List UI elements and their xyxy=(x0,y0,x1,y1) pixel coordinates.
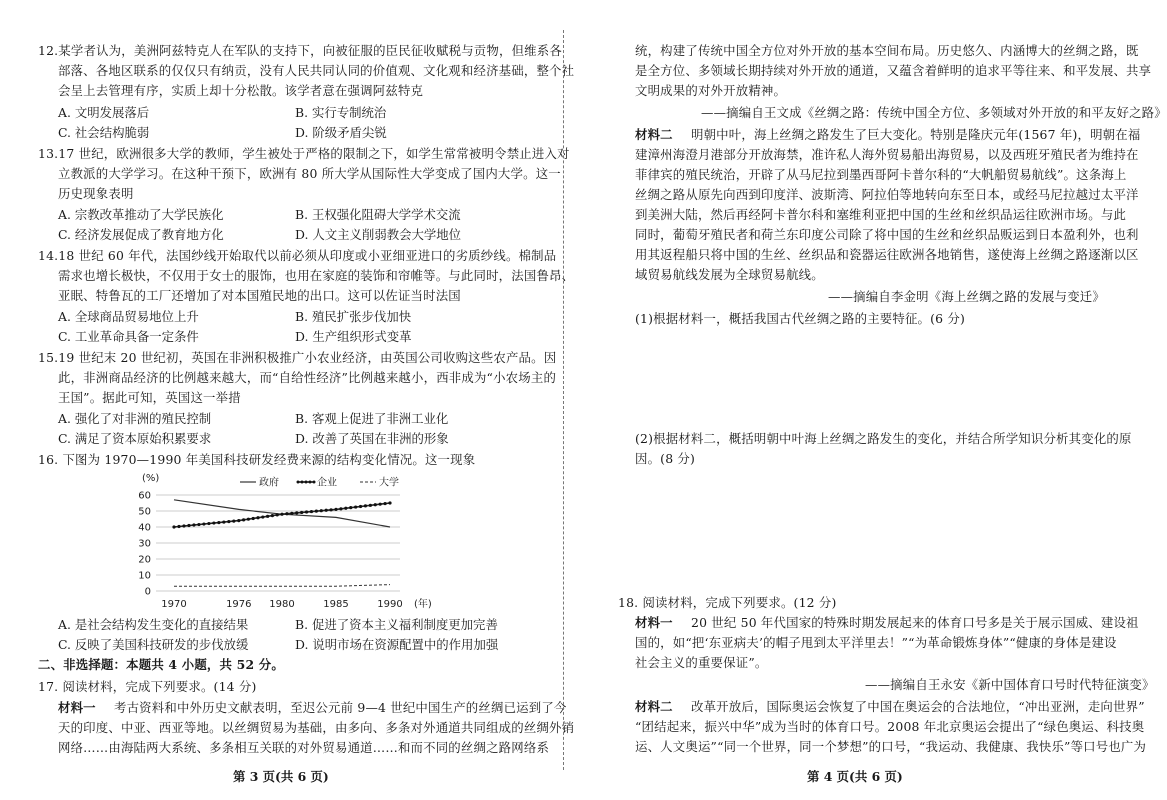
q17-heading: 17. 阅读材料，完成下列要求。(14 分) xyxy=(38,679,257,694)
q18-source-1: ——摘编自王永安《新中国体育口号时代特征演变》 xyxy=(865,677,1155,692)
series-point xyxy=(271,514,274,517)
series-point xyxy=(202,522,205,525)
series-point xyxy=(276,513,279,516)
q18-material-2-label: 材料二 xyxy=(635,699,673,714)
q14-line-2: 需求也增长极快，不仅用于女士的服饰，也用在家庭的装饰和帘帷等。与此同时，法国鲁昂、 xyxy=(58,268,575,283)
q17-question-2-line-2: 因。(8 分) xyxy=(635,451,696,466)
series-point xyxy=(252,517,255,520)
series-point xyxy=(359,505,362,508)
series-point xyxy=(315,510,318,513)
y-tick-label: 30 xyxy=(138,538,151,550)
series-point xyxy=(379,503,382,506)
legend-dot xyxy=(297,481,300,484)
right-page xyxy=(563,0,1167,800)
legend-dot xyxy=(313,481,316,484)
q17-cont-line-2: 是全方位、多领域长期持续对外开放的通道，又蕴含着鲜明的追求平等往来、和平发展、共享 xyxy=(635,63,1152,78)
series-point xyxy=(290,512,293,515)
q18-material-1-line-3: 社会主义的重要保证”。 xyxy=(635,655,768,670)
legend-label-2: 大学 xyxy=(379,477,399,489)
y-tick-label: 20 xyxy=(138,554,151,566)
y-tick-label: 40 xyxy=(138,522,151,534)
q17-material-2-line-4: 丝绸之路从原先向西到印度洋、波斯湾、阿拉伯等地转向东至日本，或经马尼拉越过太平洋 xyxy=(635,187,1139,202)
legend-label-0: 政府 xyxy=(259,477,279,489)
series-point xyxy=(383,502,386,505)
q17-material-1-label: 材料一 xyxy=(58,700,96,715)
y-axis-label: (%) xyxy=(142,473,160,484)
q18-material-2-line-3: 运、人文奥运”“同一个世界，同一个梦想”的口号，“我运动、我健康、我快乐”等口号也广为 xyxy=(635,739,1147,754)
series-point xyxy=(285,512,288,515)
page-4-footer: 第 4 页(共 6 页) xyxy=(807,769,903,784)
q16-option-a: A. 是社会结构发生变化的直接结果 xyxy=(58,617,249,632)
series-point xyxy=(266,515,269,518)
q15-option-c: C. 满足了资本原始积累要求 xyxy=(58,431,212,446)
q12-option-c: C. 社会结构脆弱 xyxy=(58,125,150,140)
q18-material-1-label: 材料一 xyxy=(635,615,673,630)
q16-option-b: B. 促进了资本主义福利制度更加完善 xyxy=(295,617,498,632)
q17-source-2: ——摘编自李金明《海上丝绸之路的发展与变迁》 xyxy=(828,289,1105,304)
legend-dot xyxy=(305,481,308,484)
series-point xyxy=(339,507,342,510)
funding-line-chart xyxy=(130,473,460,613)
series-point xyxy=(320,509,323,512)
q17-material-2-line-2: 建漳州海澄月港部分开放海禁，准许私人海外贸易船出海贸易，以及西班牙殖民者为维持在 xyxy=(635,147,1139,162)
q17-material-1-line-2: 天的印度、中亚、西亚等地。以丝绸贸易为基础，由多向、多条对外通道共同组成的丝绸外销 xyxy=(58,720,575,735)
q18-material-2-line-1: 改革开放后，国际奥运会恢复了中国在奥运会的合法地位，“冲出亚洲，走向世界” xyxy=(691,699,1145,714)
q17-source-1: ——摘编自王文成《丝绸之路：传统中国全方位、多领域对外开放的和平友好之路》 xyxy=(701,105,1167,120)
series-line-2 xyxy=(174,585,390,587)
left-page xyxy=(0,0,575,800)
q17-material-2-line-1: 明朝中叶，海上丝绸之路发生了巨大变化。特别是隆庆元年(1567 年)，明朝在福 xyxy=(691,127,1141,142)
x-tick-label: 1970 xyxy=(161,599,187,610)
x-tick-label: 1976 xyxy=(226,599,252,610)
q14-option-a: A. 全球商品贸易地位上升 xyxy=(58,309,199,324)
y-tick-label: 60 xyxy=(138,490,151,502)
q18-material-2-line-2: “团结起来，振兴中华”成为当时的体育口号。2008 年北京奥运会提出了“绿色奥运、科技奥 xyxy=(635,719,1145,734)
q12-option-a: A. 文明发展落后 xyxy=(58,105,150,120)
series-point xyxy=(300,511,303,514)
series-point xyxy=(305,510,308,513)
series-point xyxy=(325,509,328,512)
series-point xyxy=(369,504,372,507)
series-point xyxy=(364,504,367,507)
q17-material-1-line-3: 网络……由海陆两大系统、多条相互关联的对外贸易通道……和而不同的丝绸之路网络系 xyxy=(58,740,550,755)
q18-material-1-line-2: 国的，如“把‘东亚病夫’的帽子甩到太平洋里去！”“为革命锻炼身体”“健康的身体是建设 xyxy=(635,635,1117,650)
series-point xyxy=(349,506,352,509)
q13-line-3: 历史现象表明 xyxy=(58,186,134,201)
q12-option-d: D. 阶级矛盾尖锐 xyxy=(295,125,387,140)
q14-line-3: 亚眠、特鲁瓦的工厂还增加了对本国殖民地的出口。这可以佐证当时法国 xyxy=(58,288,461,303)
q17-material-2-line-6: 同时，葡萄牙殖民者和荷兰东印度公司除了将中国的生丝和丝织品贩运到日本盈利外，也利 xyxy=(635,227,1139,242)
q17-cont-line-3: 文明成果的对外开放精神。 xyxy=(635,83,787,98)
q13-option-c: C. 经济发展促成了教育地方化 xyxy=(58,227,224,242)
q13-option-d: D. 人文主义削弱教会大学地位 xyxy=(295,227,462,242)
series-point xyxy=(237,519,240,522)
q15-option-b: B. 客观上促进了非洲工业化 xyxy=(295,411,449,426)
series-point xyxy=(192,523,195,526)
section-2-heading: 二、非选择题：本题共 4 小题，共 52 分。 xyxy=(38,657,284,672)
x-tick-label: 1985 xyxy=(323,599,349,610)
series-point xyxy=(295,511,298,514)
chart-svg xyxy=(130,473,460,613)
q17-material-1-line-1: 考古资料和中外历史文献表明，至迟公元前 9—4 世纪中国生产的丝绸已运到了今 xyxy=(114,700,567,715)
series-point xyxy=(354,505,357,508)
q14-line-1: 14.18 世纪 60 年代，法国纱线开始取代以前必须从印度或小亚细亚进口的劣质纱线。棉制品 xyxy=(38,248,557,263)
q15-option-a: A. 强化了对非洲的殖民控制 xyxy=(58,411,212,426)
q17-material-2-label: 材料二 xyxy=(635,127,673,142)
series-point xyxy=(242,518,245,521)
series-point xyxy=(261,515,264,518)
q13-line-1: 13.17 世纪，欧洲很多大学的教师，学生被处于严格的限制之下，如学生常常被明令禁止进入对 xyxy=(38,146,570,161)
series-point xyxy=(227,520,230,523)
legend-dot xyxy=(309,481,312,484)
series-point xyxy=(182,524,185,527)
page-3-footer: 第 3 页(共 6 页) xyxy=(233,769,329,784)
series-point xyxy=(334,508,337,511)
series-point xyxy=(222,520,225,523)
q17-material-2-line-5: 到美洲大陆，然后再经阿卡普尔科和塞维利亚把中国的生丝和丝织品运往欧洲市场。与此 xyxy=(635,207,1127,222)
q16-option-c: C. 反映了美国科技研发的步伐放缓 xyxy=(58,637,249,652)
q17-cont-line-1: 统，构建了传统中国全方位对外开放的基本空间布局。历史悠久、内涵博大的丝绸之路，既 xyxy=(635,43,1139,58)
y-tick-label: 0 xyxy=(144,586,151,598)
series-point xyxy=(217,521,220,524)
q15-line-1: 15.19 世纪末 20 世纪初，英国在非洲积极推广小农业经济，由英国公司收购这些农产品。因 xyxy=(38,350,557,365)
series-point xyxy=(344,507,347,510)
series-point xyxy=(172,525,175,528)
q18-material-1-line-1: 20 世纪 50 年代国家的特殊时期发展起来的体育口号多是关于展示国威、建设祖 xyxy=(691,615,1139,630)
q12-option-b: B. 实行专制统治 xyxy=(295,105,387,120)
q16-option-d: D. 说明市场在资源配置中的作用加强 xyxy=(295,637,499,652)
q17-material-2-line-3: 菲律宾的殖民统治，开辟了从马尼拉到墨西哥阿卡普尔科的“大帆船贸易航线”。这条海上 xyxy=(635,167,1127,182)
q15-line-3: 王国”。据此可知，英国这一举措 xyxy=(58,390,241,405)
x-tick-label: 1990 xyxy=(377,599,403,610)
q17-question-1: (1)根据材料一，概括我国古代丝绸之路的主要特征。(6 分) xyxy=(635,311,966,326)
q17-material-2-line-7: 用其返程船只将中国的生丝、丝织品和瓷器运往欧洲各地销售，遂使海上丝绸之路逐渐以区 xyxy=(635,247,1139,262)
q14-option-c: C. 工业革命具备一定条件 xyxy=(58,329,199,344)
y-tick-label: 50 xyxy=(138,506,151,518)
q13-option-b: B. 王权强化阻碍大学学术交流 xyxy=(295,207,461,222)
q13-line-2: 立教派的大学学习。在这种干预下，欧洲有 80 所大学从国际性大学变成了国内大学。这一 xyxy=(58,166,561,181)
q17-question-2-line-1: (2)根据材料二，概括明朝中叶海上丝绸之路发生的变化，并结合所学知识分析其变化的原 xyxy=(635,431,1132,446)
q15-option-d: D. 改善了英国在非洲的形象 xyxy=(295,431,449,446)
series-point xyxy=(374,503,377,506)
q12-line-2: 部落、各地区联系的仅仅只有纳贡，没有人民共同认同的价值观、文化观和经济基础，整个社 xyxy=(58,63,575,78)
series-point xyxy=(212,521,215,524)
legend-dot xyxy=(301,481,304,484)
q13-option-a: A. 宗教改革推动了大学民族化 xyxy=(58,207,224,222)
series-point xyxy=(187,524,190,527)
series-point xyxy=(280,513,283,516)
q16-line-1: 16. 下图为 1970—1990 年美国科技研发经费来源的结构变化情况。这一现象 xyxy=(38,452,476,467)
x-tick-label: 1980 xyxy=(269,599,295,610)
series-point xyxy=(207,522,210,525)
series-point xyxy=(310,510,313,513)
series-point xyxy=(329,508,332,511)
q12-line-1: 12.某学者认为，美洲阿兹特克人在军队的支持下，向被征服的臣民征收赋税与贡物，但维系各 xyxy=(38,43,562,58)
series-point xyxy=(177,525,180,528)
q12-line-3: 会呈上去管理有序，实质上却十分松散。该学者意在强调阿兹特克 xyxy=(58,83,424,98)
q17-material-2-line-8: 域贸易航线发展为全球贸易航线。 xyxy=(635,267,824,282)
series-point xyxy=(247,518,250,521)
series-point xyxy=(388,501,391,504)
series-point xyxy=(197,523,200,526)
y-tick-label: 10 xyxy=(138,570,151,582)
x-axis-label: (年) xyxy=(414,599,432,610)
q15-line-2: 此，非洲商品经济的比例越来越大，而“自给性经济”比例越来越小，西非成为“小农场主的 xyxy=(58,370,557,385)
series-point xyxy=(256,516,259,519)
series-point xyxy=(232,519,235,522)
q14-option-d: D. 生产组织形式变革 xyxy=(295,329,412,344)
q18-heading: 18. 阅读材料，完成下列要求。(12 分) xyxy=(618,595,837,610)
legend-label-1: 企业 xyxy=(317,477,337,489)
q14-option-b: B. 殖民扩张步伐加快 xyxy=(295,309,412,324)
